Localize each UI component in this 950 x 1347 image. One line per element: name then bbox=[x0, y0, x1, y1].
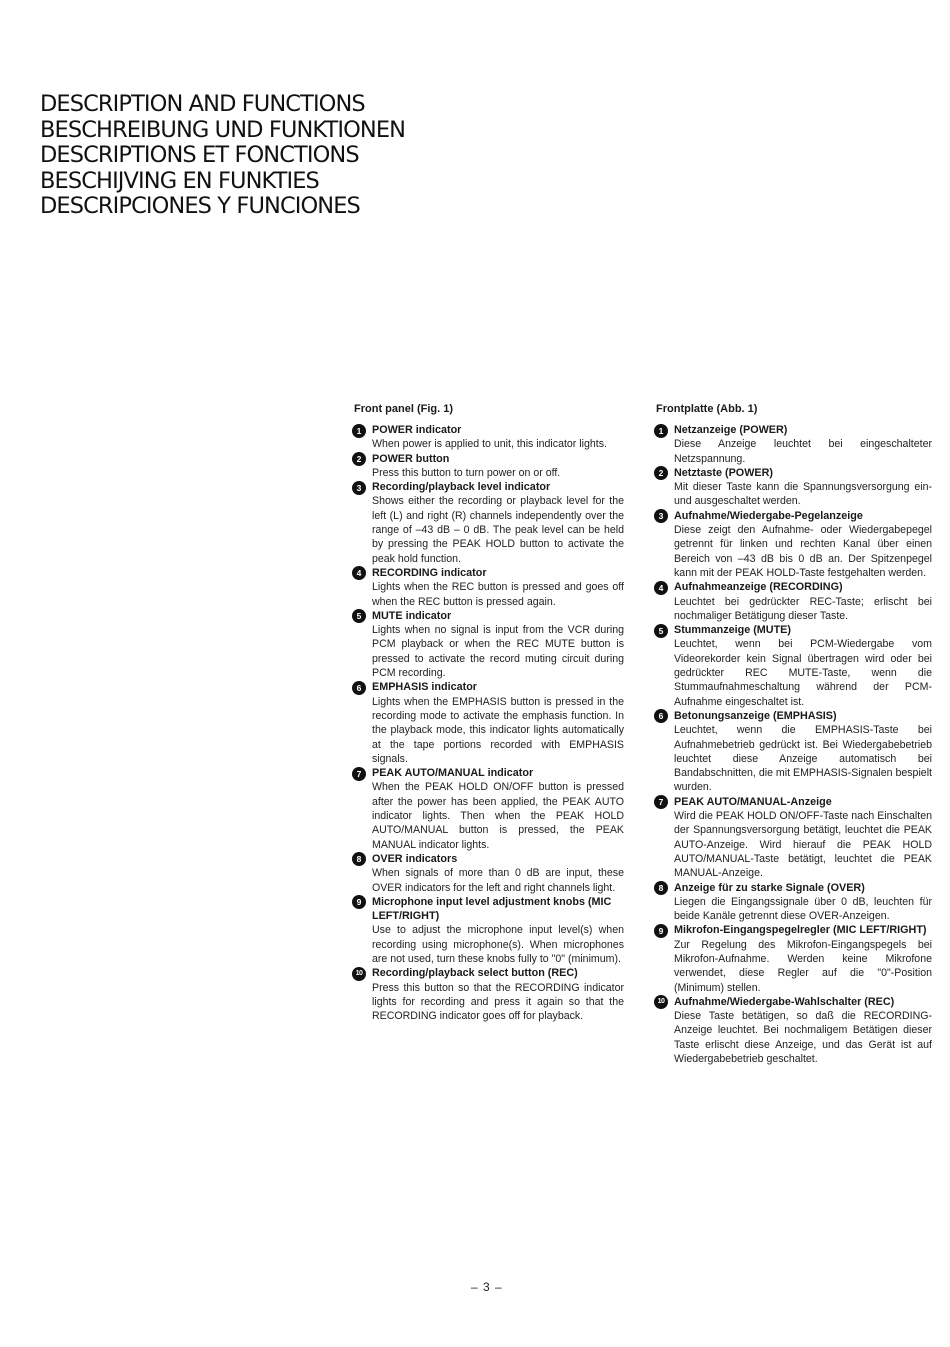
item-title: EMPHASIS indicator bbox=[372, 681, 477, 694]
item-text: Shows either the recording or playback level for the left (L) and right (R) channels independently over the range of –43 dB – 0 dB. The peak level can be held by pressing the PEAK HOLD button to activate the peak hold function. bbox=[372, 495, 624, 565]
english-item-2 bbox=[352, 452, 624, 481]
number-badge: 7 bbox=[352, 767, 366, 781]
english-item-10 bbox=[352, 966, 624, 1023]
item-title: PEAK AUTO/MANUAL indicator bbox=[372, 767, 534, 780]
german-item-7 bbox=[654, 795, 932, 881]
item-title: Aufnahme/Wiedergabe-Wahlschalter (REC) bbox=[674, 995, 895, 1008]
title-block bbox=[40, 92, 405, 220]
item-text: When power is applied to unit, this indicator lights. bbox=[372, 438, 607, 451]
german-item-8 bbox=[654, 881, 932, 924]
number-badge: 6 bbox=[352, 681, 366, 695]
item-text: When signals of more than 0 dB are input, these OVER indicators for the left and right channels light. bbox=[372, 867, 624, 894]
german-item-2 bbox=[654, 466, 932, 509]
item-title: PEAK AUTO/MANUAL-Anzeige bbox=[674, 795, 832, 808]
number-badge: 1 bbox=[654, 424, 668, 438]
number-badge: 2 bbox=[352, 452, 366, 466]
number-badge: 4 bbox=[654, 581, 668, 595]
item-title: Mikrofon-Eingangspegelregler (MIC LEFT/RIGHT) bbox=[674, 924, 927, 937]
english-item-7 bbox=[352, 766, 624, 852]
number-badge: 5 bbox=[654, 624, 668, 638]
item-text: Wird die PEAK HOLD ON/OFF-Taste nach Einschalten der Spannungsversorgung betätigt, leuchtet die PEAK AUTO-Anzeige. Wird hierauf die PEAK HOLD AUTO/MANUAL-Taste betätigt, leuchtet die PEAK MANUAL-Anzeige. bbox=[674, 810, 932, 880]
item-text: Lights when the EMPHASIS button is pressed in the recording mode to activate the emphasis function. In the playback mode, this indicator lights automatically at the tape portions recorded with EMPHASIS signals. bbox=[372, 695, 624, 765]
item-text: Lights when no signal is input from the VCR during PCM playback or when the REC MUTE button is pressed to activate the record muting circuit during PCM recording. bbox=[372, 624, 624, 680]
item-text: Leuchtet, wenn bei PCM-Wiedergabe vom Videorekorder kein Signal übertragen wird oder bei gedrückter REC MUTE-Taste, wenn die Stummaufnahmeschaltung während der PCM-Aufnahme eingeschaltet ist. bbox=[674, 638, 932, 708]
english-heading: Front panel (Fig. 1) bbox=[354, 403, 453, 415]
item-text: Diese Anzeige leuchtet bei eingeschalteter Netzspannung. bbox=[674, 438, 932, 465]
german-heading: Frontplatte (Abb. 1) bbox=[656, 403, 758, 415]
english-item-1 bbox=[352, 423, 624, 452]
item-title: POWER indicator bbox=[372, 424, 462, 436]
item-title: Microphone input level adjustment knobs (MIC LEFT/RIGHT) bbox=[372, 895, 612, 923]
number-badge: 3 bbox=[352, 481, 366, 495]
german-column bbox=[654, 402, 932, 1066]
item-text: Lights when the REC button is pressed and goes off when the REC button is pressed again. bbox=[372, 581, 624, 608]
item-text: Zur Regelung des Mikrofon-Eingangspegels bei Mikrofon-Aufnahme. Werden keine Mikrofone verwendet, diese Regler auf die "0"-Position (Minimum) stellen. bbox=[674, 938, 932, 994]
english-column bbox=[352, 402, 624, 1023]
german-item-9 bbox=[654, 923, 932, 994]
number-badge: 1 bbox=[352, 424, 366, 438]
item-title: Recording/playback level indicator bbox=[372, 481, 551, 494]
item-title: Netztaste (POWER) bbox=[674, 466, 773, 479]
item-text: Press this button to turn power on or off. bbox=[372, 466, 561, 479]
english-item-4 bbox=[352, 566, 624, 609]
item-text: Diese Taste betätigen, so daß die RECORDING-Anzeige leuchtet. Bei nochmaligem Betätigen dieser Taste erlischt diese Anzeige, und das Gerät ist auf Wiedergabebetrieb geschaltet. bbox=[674, 1010, 932, 1066]
number-badge: 4 bbox=[352, 566, 366, 580]
number-badge: 9 bbox=[352, 895, 366, 909]
german-item-5 bbox=[654, 623, 932, 709]
german-item-4 bbox=[654, 580, 932, 623]
item-title: Recording/playback select button (REC) bbox=[372, 967, 578, 980]
english-item-9 bbox=[352, 895, 624, 966]
item-title: OVER indicators bbox=[372, 852, 458, 865]
number-badge: 6 bbox=[654, 709, 668, 723]
title-dutch: BESCHIJVING EN FUNKTIES bbox=[40, 167, 319, 194]
item-title: Anzeige für zu starke Signale (OVER) bbox=[674, 881, 865, 894]
item-title: Netzanzeige (POWER) bbox=[674, 424, 788, 436]
number-badge: 8 bbox=[654, 881, 668, 895]
english-item-3 bbox=[352, 480, 624, 566]
page-number: – 3 – bbox=[471, 1280, 503, 1294]
item-title: Betonungsanzeige (EMPHASIS) bbox=[674, 709, 837, 722]
item-title: Stummanzeige (MUTE) bbox=[674, 624, 791, 637]
number-badge: 2 bbox=[654, 466, 668, 480]
german-item-1 bbox=[654, 423, 932, 466]
number-badge: 10 bbox=[654, 995, 668, 1009]
item-text: Diese zeigt den Aufnahme- oder Wiedergabepegel getrennt für linken und rechten Kanal über einen Bereich von –43 dB bis 0 dB an. Der Spitzenpegel kann mit der PEAK HOLD-Taste festgehalten werden. bbox=[674, 524, 932, 579]
item-text: When the PEAK HOLD ON/OFF button is pressed after the power has been applied, the PEAK AUTO indicator lights. Then when the PEAK HOLD AUTO/MANUAL button is pressed, the PEAK MANUAL indicator lights. bbox=[372, 781, 624, 851]
title-german: BESCHREIBUNG UND FUNKTIONEN bbox=[40, 116, 406, 143]
item-text: Press this button so that the RECORDING indicator lights for recording and press it again so that the RECORDING indicator goes off for playback. bbox=[372, 981, 624, 1023]
item-title: RECORDING indicator bbox=[372, 566, 487, 579]
number-badge: 5 bbox=[352, 609, 366, 623]
item-title: Aufnahme/Wiedergabe-Pegelanzeige bbox=[674, 509, 863, 522]
number-badge: 8 bbox=[352, 852, 366, 866]
number-badge: 3 bbox=[654, 509, 668, 523]
number-badge: 9 bbox=[654, 924, 668, 938]
item-text: Liegen die Eingangssignale über 0 dB, leuchten für beide Kanäle getrennt diese OVER-Anzeigen. bbox=[674, 895, 932, 923]
item-title: POWER button bbox=[372, 452, 450, 465]
item-title: MUTE indicator bbox=[372, 609, 452, 622]
english-item-8 bbox=[352, 852, 624, 895]
german-item-6 bbox=[654, 709, 932, 795]
german-item-3 bbox=[654, 509, 932, 580]
item-text: Mit dieser Taste kann die Spannungsversorgung ein- und ausgeschaltet werden. bbox=[674, 481, 932, 508]
title-english: DESCRIPTION AND FUNCTIONS bbox=[40, 91, 365, 117]
item-text: Use to adjust the microphone input level(s) when recording using microphone(s). When microphones are not used, turn these knobs fully to "0" (minimum). bbox=[372, 924, 624, 965]
number-badge: 7 bbox=[654, 795, 668, 809]
german-item-10 bbox=[654, 995, 932, 1066]
item-text: Leuchtet bei gedrückter REC-Taste; erlischt bei nochmaliger Betätigung dieser Taste. bbox=[674, 595, 932, 622]
item-text: Leuchtet, wenn die EMPHASIS-Taste bei Aufnahmebetrieb gedrückt ist. Bei Wiedergabebetrieb leuchtet diese Anzeige automatisch bei Bandabschnitten, die mit EMPHASIS-Signalen bespielt wurden. bbox=[674, 724, 932, 794]
number-badge: 10 bbox=[352, 967, 366, 981]
english-item-6 bbox=[352, 680, 624, 766]
english-item-5 bbox=[352, 609, 624, 680]
title-french: DESCRIPTIONS ET FONCTIONS bbox=[40, 142, 359, 169]
item-title: Aufnahmeanzeige (RECORDING) bbox=[674, 581, 843, 594]
title-spanish: DESCRIPCIONES Y FUNCIONES bbox=[40, 193, 360, 220]
